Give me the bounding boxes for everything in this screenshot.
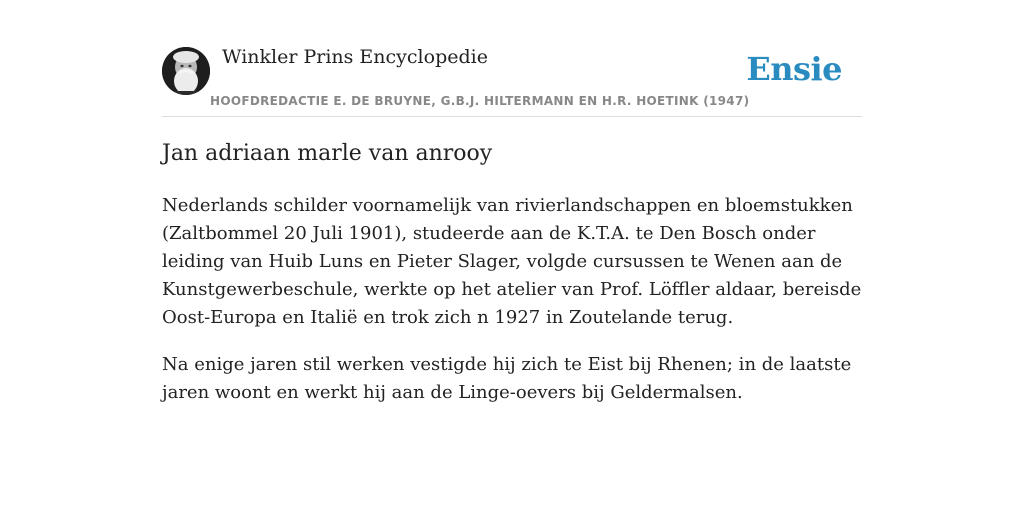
article-page bbox=[162, 0, 862, 403]
entry-body bbox=[162, 192, 862, 426]
portrait-icon bbox=[162, 47, 210, 95]
author-avatar[interactable] bbox=[162, 47, 210, 95]
source-editors: HOOFDREDACTIE E. DE BRUYNE, G.B.J. HILTERMANN EN H.R. HOETINK (1947) bbox=[210, 94, 750, 108]
entry-paragraph: Na enige jaren stil werken vestigde hij zich te Eist bij Rhenen; in de laatste jaren woont en werkt hij aan de Linge-oevers bij Geldermalsen. bbox=[162, 354, 852, 403]
source-title[interactable]: Winkler Prins Encyclopedie bbox=[222, 46, 488, 68]
entry-title: Jan adriaan marle van anrooy bbox=[162, 141, 493, 166]
source-header bbox=[162, 0, 862, 117]
entry-paragraph: Nederlands schilder voornamelijk van rivierlandschappen en bloemstukken (Zaltbommel 20 Juli 1901), studeerde aan de K.T.A. te Den Bosch onder leiding van Huib Luns en Pieter Slager, volgde cursussen te Wenen aan de Kunstgewerbeschule, werkte op het atelier van Prof. Löffler aldaar, bereisde Oost-Europa en Italië en trok zich n 1927 in Zoutelande terug. bbox=[162, 195, 862, 328]
brand-logo-link[interactable]: Ensie bbox=[746, 50, 842, 88]
